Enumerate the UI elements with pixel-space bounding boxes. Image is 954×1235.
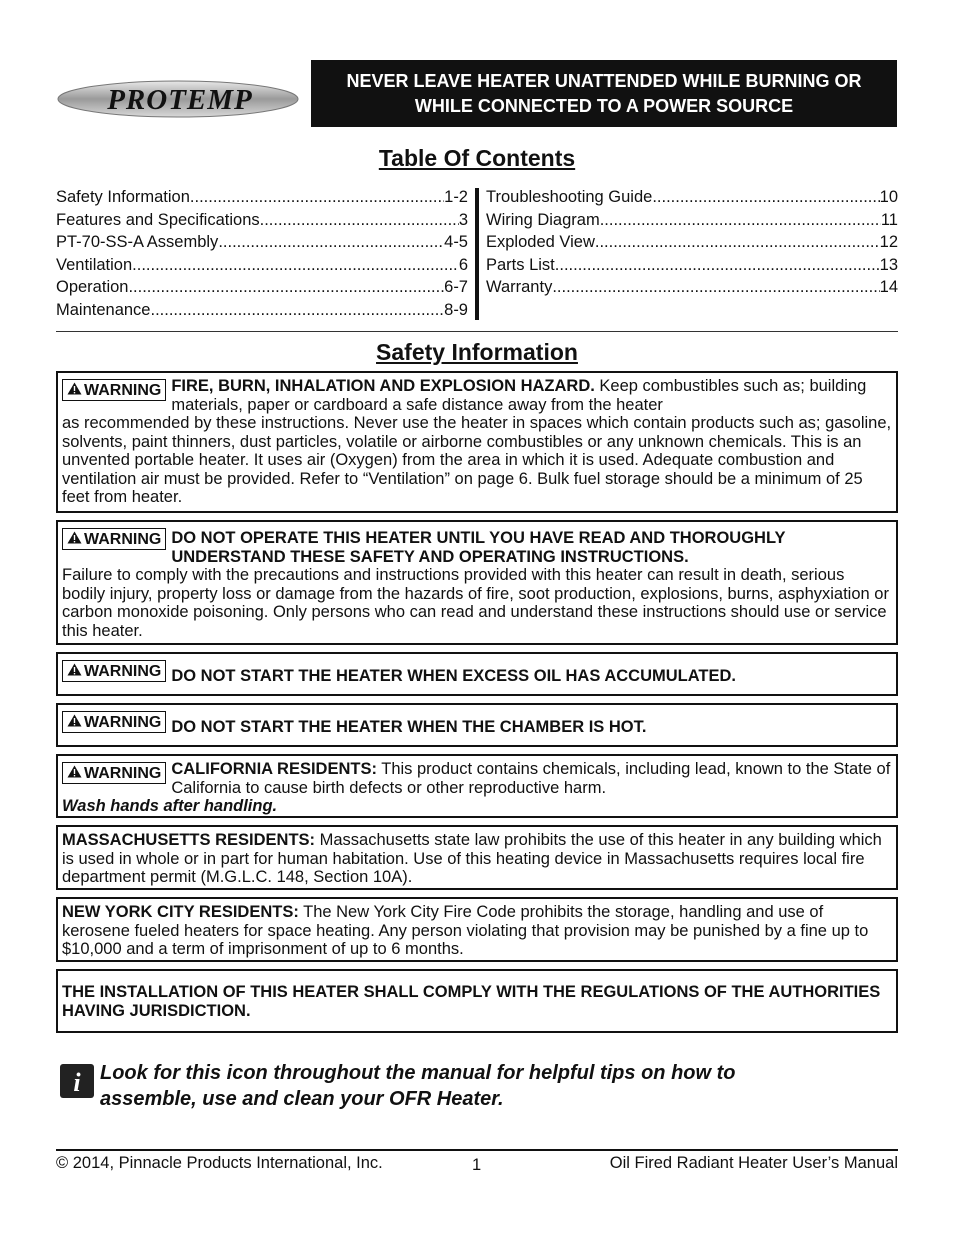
toc-entry[interactable] bbox=[486, 254, 898, 277]
warning-heading: CALIFORNIA RESIDENTS: bbox=[171, 760, 377, 778]
toc-entry-title: Safety Information bbox=[56, 188, 190, 206]
tip-line-1: Look for this icon throughout the manual for helpful tips on how to bbox=[100, 1062, 736, 1084]
toc-entry-page: 6-7 bbox=[444, 278, 468, 297]
banner-line-1: NEVER LEAVE HEATER UNATTENDED WHILE BURNING OR bbox=[346, 70, 862, 91]
banner-line-2: WHILE CONNECTED TO A POWER SOURCE bbox=[414, 95, 794, 116]
notice-box-installation bbox=[56, 969, 898, 1033]
warning-body: as recommended by these instructions. Never use the heater in spaces which contain products such as; gasoline, solvents, paint thinners, dust particles, volatile or airborne combustibles or any unknown chemicals. This is an unvented portable heater. It uses air (Oxygen) from the area in which it is used. Adequate combustion and ventilation air must be provided. Refer to “Ventilation” on page 6. Bulk fuel storage should be a minimum of 25 feet from heater. bbox=[62, 414, 892, 506]
toc-entry[interactable] bbox=[486, 231, 898, 254]
toc-left-column bbox=[56, 186, 468, 322]
notice-box-massachusetts bbox=[56, 825, 898, 890]
toc-entry[interactable] bbox=[56, 299, 468, 322]
toc-leader-dots bbox=[260, 209, 459, 232]
toc-entry-title: Maintenance bbox=[56, 300, 151, 319]
warning-heading: FIRE, BURN, INHALATION AND EXPLOSION HAZARD. bbox=[171, 377, 595, 395]
toc-entry-page: 14 bbox=[879, 278, 898, 297]
toc-entry-title: Features and Specifications bbox=[56, 210, 260, 229]
toc-entry[interactable] bbox=[56, 276, 468, 299]
notice-heading: NEW YORK CITY RESIDENTS: bbox=[62, 903, 299, 921]
toc-leader-dots bbox=[595, 231, 880, 254]
toc-entry-title: Wiring Diagram bbox=[486, 210, 600, 229]
toc-leader-dots bbox=[600, 209, 881, 232]
notice-text: The New York City Fire Code prohibits the storage, handling and use of kerosene fueled heaters for space heating. Any person violating that provision may be punished by a fine up to $10,000 and a term of imprisonment of up to 6 months. bbox=[62, 903, 869, 958]
toc-leader-dots bbox=[128, 276, 444, 299]
page-number: 1 bbox=[472, 1156, 482, 1174]
toc-leader-dots bbox=[190, 186, 444, 209]
protemp-logo bbox=[56, 64, 306, 134]
warning-heading: DO NOT START THE HEATER WHEN THE CHAMBER IS HOT. bbox=[171, 718, 647, 736]
toc-entry[interactable] bbox=[486, 186, 898, 209]
toc-entry-title: Troubleshooting Guide bbox=[486, 188, 653, 206]
toc-entry-page: 12 bbox=[879, 233, 898, 252]
warning-box-excess-oil bbox=[56, 652, 898, 696]
toc-entry[interactable] bbox=[56, 209, 468, 232]
warning-body: Failure to comply with the precautions and instructions provided with this heater can result in death, serious bodily injury, property loss or damage from the hazards of fire, soot production, explosions, burns, asphyxiation or carbon monoxide poisoning. Only persons who can read and understand these instructions should use or service this heater. bbox=[62, 566, 889, 640]
toc-entry[interactable] bbox=[56, 186, 468, 209]
notice-text: Massachusetts state law prohibits the use of this heater in any building which is used in whole or in part for human habitation. Use of this heating device in Massachusetts requires local fire department permit (M.G.L.C. 148, Section 10A). bbox=[62, 831, 882, 886]
warning-heading: DO NOT OPERATE THIS HEATER UNTIL YOU HAVE READ AND THOROUGHLY UNDERSTAND THESE SAFETY AND OPERATING INSTRUCTIONS. bbox=[171, 529, 786, 566]
warning-italic-note: Wash hands after handling. bbox=[62, 797, 278, 815]
notice-heading: MASSACHUSETTS RESIDENTS: bbox=[62, 831, 316, 849]
info-icon bbox=[60, 1064, 94, 1098]
warning-label: WARNING bbox=[84, 382, 162, 399]
toc-entry-page: 11 bbox=[880, 210, 898, 229]
svg-text:i: i bbox=[73, 1068, 81, 1097]
warning-heading: DO NOT START THE HEATER WHEN EXCESS OIL HAS ACCUMULATED. bbox=[171, 667, 737, 685]
warning-box-fire-hazard bbox=[56, 371, 898, 513]
warning-text: This product contains chemicals, including lead, known to the State of California to cause birth defects or other reproductive harm. bbox=[171, 760, 891, 797]
toc-entry-title: Ventilation bbox=[56, 255, 133, 274]
toc-title: Table Of Contents bbox=[378, 145, 576, 171]
logo-wordmark: PROTEMP bbox=[107, 84, 253, 116]
toc-right-column bbox=[486, 186, 898, 299]
toc-entry-page: 8-9 bbox=[444, 300, 468, 319]
toc-leader-dots bbox=[555, 254, 880, 277]
warning-badge bbox=[62, 660, 166, 682]
warning-box-chamber-hot bbox=[56, 703, 898, 747]
toc-entry-page: 1-2 bbox=[444, 188, 468, 206]
toc-leader-dots bbox=[552, 276, 879, 299]
warning-box-california bbox=[56, 754, 898, 818]
warning-label: WARNING bbox=[84, 663, 162, 680]
toc-entry-page: 10 bbox=[879, 188, 898, 206]
toc-entry-title: Operation bbox=[56, 278, 129, 297]
warning-badge bbox=[62, 762, 166, 784]
toc-leader-dots bbox=[132, 254, 459, 277]
section-divider bbox=[56, 331, 898, 332]
safety-title: Safety Information bbox=[376, 339, 578, 365]
toc-entry-page: 3 bbox=[458, 210, 468, 229]
warning-triangle-icon bbox=[67, 764, 82, 783]
toc-entry-page: 4-5 bbox=[444, 233, 468, 252]
notice-box-new-york bbox=[56, 897, 898, 962]
toc-entry[interactable] bbox=[56, 231, 468, 254]
warning-text: Keep combustibles such as; building materials, paper or cardboard a safe distance away from the heater bbox=[171, 377, 867, 414]
toc-leader-dots bbox=[218, 231, 444, 254]
warning-label: WARNING bbox=[84, 531, 162, 548]
toc-divider bbox=[475, 188, 479, 320]
warning-triangle-icon bbox=[67, 381, 82, 400]
toc-entry-title: Exploded View bbox=[486, 233, 595, 252]
toc-entry[interactable] bbox=[486, 209, 898, 232]
notice-heading: THE INSTALLATION OF THIS HEATER SHALL COMPLY WITH THE REGULATIONS OF THE AUTHORITIES HAVING JURISDICTION. bbox=[62, 983, 881, 1020]
toc-leader-dots bbox=[652, 186, 879, 209]
warning-label: WARNING bbox=[84, 714, 162, 731]
warning-triangle-icon bbox=[67, 662, 82, 681]
toc-entry-title: PT-70-SS-A Assembly bbox=[56, 233, 219, 252]
footer-divider bbox=[56, 1149, 898, 1151]
tip-line-2: assemble, use and clean your OFR Heater. bbox=[100, 1088, 504, 1110]
toc-entry[interactable] bbox=[486, 276, 898, 299]
footer-manual-title: Oil Fired Radiant Heater User’s Manual bbox=[609, 1154, 898, 1172]
warning-triangle-icon bbox=[67, 713, 82, 732]
warning-badge bbox=[62, 379, 166, 401]
footer-copyright: © 2014, Pinnacle Products International, Inc. bbox=[56, 1154, 383, 1172]
tip-text bbox=[100, 1060, 860, 1112]
toc-leader-dots bbox=[150, 299, 444, 322]
toc-entry-page: 6 bbox=[458, 255, 468, 274]
toc-entry-title: Parts List bbox=[486, 255, 555, 274]
safety-banner bbox=[311, 60, 897, 127]
toc-entry[interactable] bbox=[56, 254, 468, 277]
warning-box-read-instructions bbox=[56, 520, 898, 645]
toc-entry-title: Warranty bbox=[486, 278, 553, 297]
warning-label: WARNING bbox=[84, 765, 162, 782]
warning-badge bbox=[62, 528, 166, 550]
toc-entry-page: 13 bbox=[879, 255, 898, 274]
warning-triangle-icon bbox=[67, 530, 82, 549]
warning-badge bbox=[62, 711, 166, 733]
